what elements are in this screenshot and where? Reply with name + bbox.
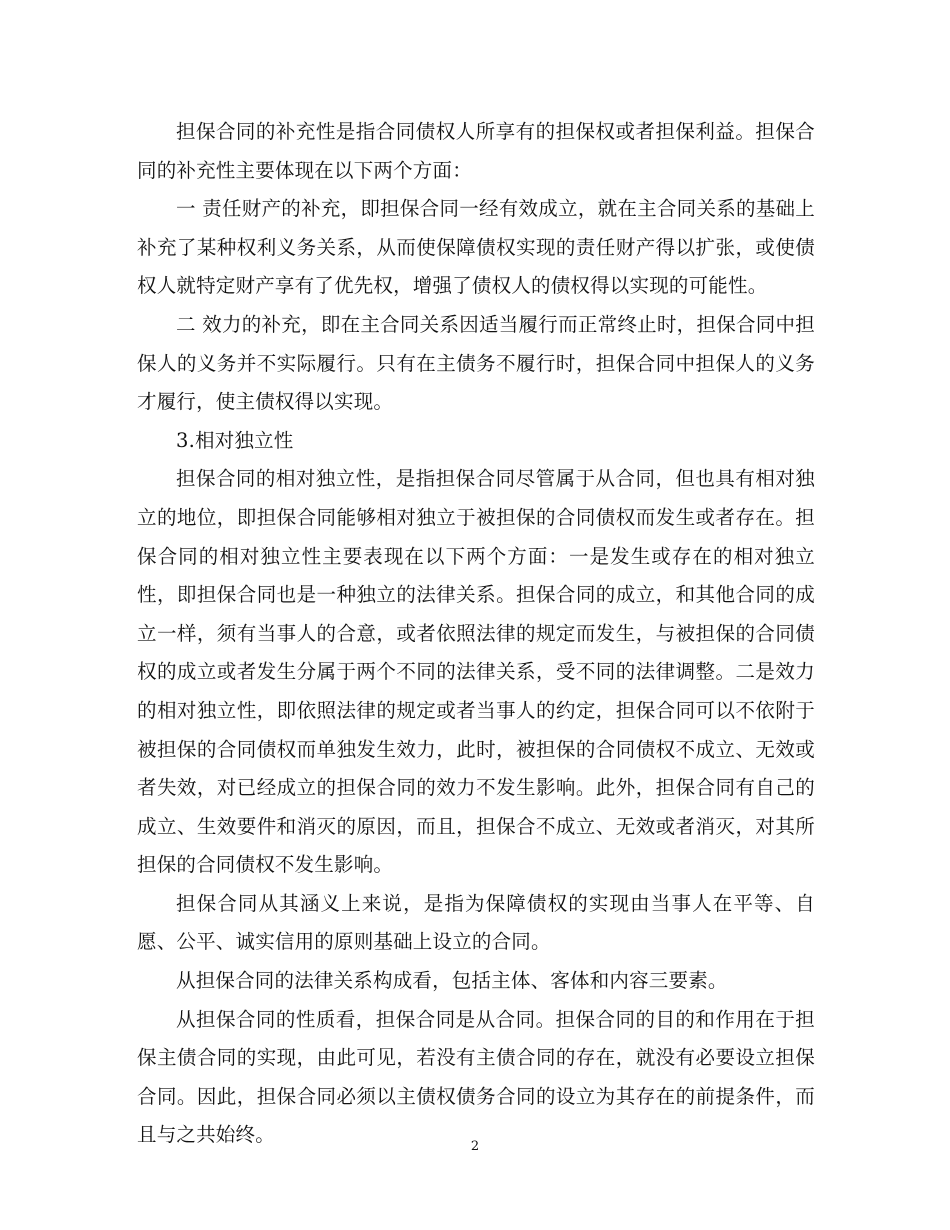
paragraph-contract-meaning: 担保合同从其涵义上来说，是指为保障债权的实现由当事人在平等、自愿、公平、诚实信用的原则基础上设立的合同。 [137,891,815,954]
section-heading-relative-independence: 3.相对独立性 [176,428,294,452]
paragraph-legal-elements: 从担保合同的法律关系构成看，包括主体、客体和内容三要素。 [176,969,728,993]
paragraph-liability-property: 一 责任财产的补充，即担保合同一经有效成立，就在主合同关系的基础上补充了某种权利义务关系，从而使保障债权实现的责任财产得以扩张，或使债权人就特定财产享有了优先权，增强了债权人的债权得以实现的可能性。 [137,197,815,298]
paragraph-supplementary-intro: 担保合同的补充性是指合同债权人所享有的担保权或者担保利益。担保合同的补充性主要体现在以下两个方面： [137,120,815,182]
paragraph-effect-supplement: 二 效力的补充，即在主合同关系因适当履行而正常终止时，担保合同中担保人的义务并不实际履行。只有在主债务不履行时，担保合同中担保人的义务才履行，使主债权得以实现。 [137,312,815,414]
paragraph-contract-nature: 从担保合同的性质看，担保合同是从合同。担保合同的目的和作用在于担保主债合同的实现，由此可见，若没有主债合同的存在，就没有必要设立担保合同。因此，担保合同必须以主债权债务合同的设立为其存在的前提条件，而且与之共始终。 [137,1007,815,1147]
page-number: 2 [470,1139,480,1154]
document-body [137,113,815,1155]
paragraph-relative-independence: 担保合同的相对独立性，是指担保合同尽管属于从合同，但也具有相对独立的地位，即担保合同能够相对独立于被担保的合同债权而发生或者存在。担保合同的相对独立性主要表现在以下两个方面：一是发生或存在的相对独立性，即担保合同也是一种独立的法律关系。担保合同的成立，和其他合同的成立一样，须有当事人的合意，或者依照法律的规定而发生，与被担保的合同债权的成立或者发生分属于两个不同的法律关系，受不同的法律调整。二是效力的相对独立性，即依照法律的规定或者当事人的约定，担保合同可以不依附于被担保的合同债权而单独发生效力，此时，被担保的合同债权不成立、无效或者失效，对已经成立的担保合同的效力不发生影响。此外，担保合同有自己的成立、生效要件和消灭的原因，而且，担保合不成立、无效或者消灭，对其所担保的合同债权不发生影响。 [137,467,815,877]
